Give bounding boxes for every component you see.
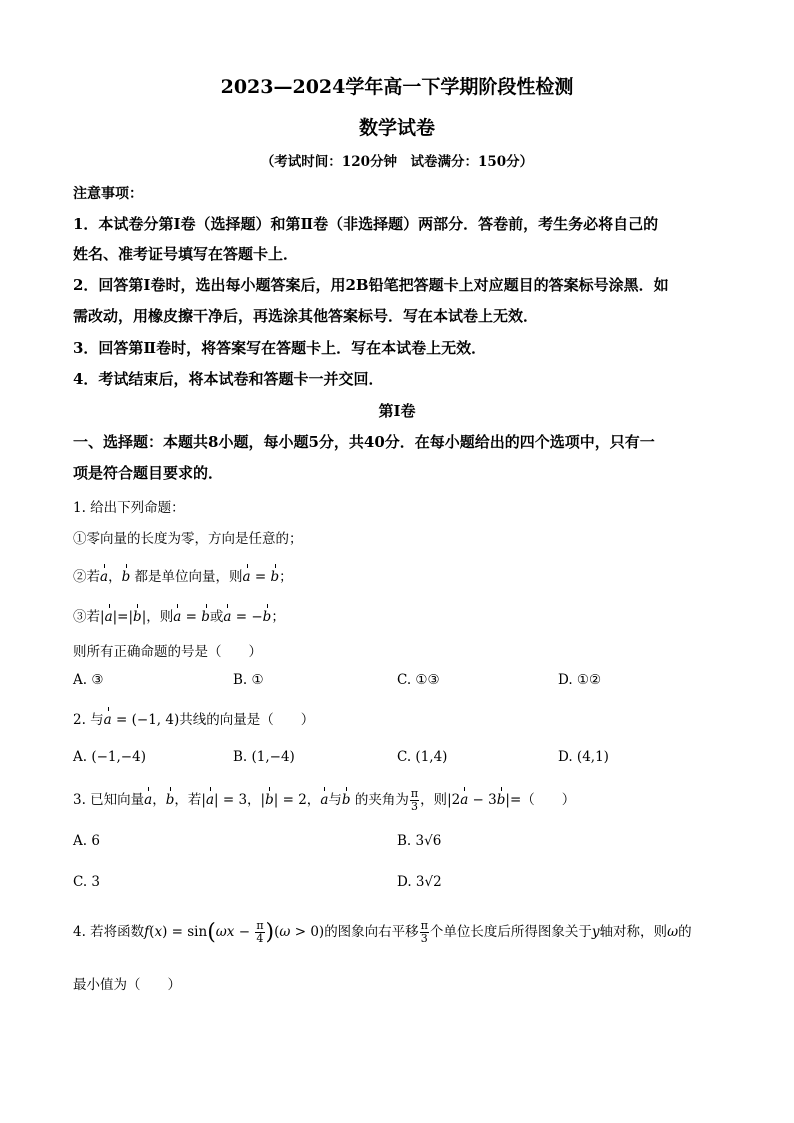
q3-option-a: A. 6: [73, 833, 100, 849]
q1-ask: 则所有正确命题的号是（ ）: [73, 644, 262, 660]
note-line: 需改动，用橡皮擦干净后，再选涂其他答案标号．写在本试卷上无效．: [73, 307, 539, 325]
note-line: 姓名、准考证号填写在答题卡上．: [73, 245, 299, 263]
q2-option-d: D. (4,1): [558, 749, 609, 765]
section-instructions: 项是符合题目要求的．: [73, 464, 224, 482]
notes-heading: 注意事项：: [73, 186, 143, 202]
q1-stem: 1. 给出下列命题：: [73, 500, 185, 516]
part-heading: 第Ⅰ卷: [378, 402, 416, 420]
q4-stem: 4. 若将函数f(x) = sin(ωx − $\frac{\pi}{4}$ )(ω > 0)的图象向右平移 $\frac{\pi}{3}$ 个单位长度后所得图象关于y轴对称，则ω的: [73, 919, 692, 945]
q1-proposition-1: ①零向量的长度为零，方向是任意的；: [73, 531, 303, 547]
q1-proposition-2: ②若a，b 都是单位向量，则a = b；: [73, 569, 293, 585]
q2-option-b: B. (1,−4): [233, 749, 295, 765]
q3-option-d: D. 3√2: [397, 874, 442, 890]
note-line: 2．回答第Ⅰ卷时，选出每小题答案后，用2B铅笔把答题卡上对应题目的答案标号涂黑．如: [73, 276, 669, 294]
q1-proposition-3: ③若|a|=|b|，则a = b或a = −b；: [73, 609, 285, 625]
section-instructions: 一、选择题：本题共8小题，每小题5分，共40分．在每小题给出的四个选项中，只有一: [73, 433, 655, 451]
q3-option-c: C. 3: [73, 874, 101, 890]
q1-option-a: A. ③: [73, 672, 104, 688]
q1-option-d: D. ①②: [558, 672, 602, 688]
q2-stem: 2. 与a = (−1, 4)共线的向量是（ ）: [73, 712, 315, 728]
note-line: 1．本试卷分第Ⅰ卷（选择题）和第Ⅱ卷（非选择题）两部分．答卷前，考生务必将自己的: [73, 215, 659, 233]
q2-option-a: A. (−1,−4): [73, 749, 146, 765]
q1-option-c: C. ①③: [397, 672, 440, 688]
q2-option-c: C. (1,4): [397, 749, 448, 765]
q3-option-b: B. 3√6: [397, 833, 442, 849]
q4-stem-line2: 最小值为（ ）: [73, 977, 181, 993]
note-line: 4．考试结束后，将本试卷和答题卡一并交回．: [73, 370, 384, 388]
note-line: 3．回答第Ⅱ卷时，将答案写在答题卡上．写在本试卷上无效．: [73, 339, 487, 357]
exam-title: 2023—2024学年高一下学期阶段性检测: [220, 76, 574, 98]
q1-option-b: B. ①: [233, 672, 264, 688]
q3-stem: 3. 已知向量a，b，若|a| = 3，|b| = 2，a与b 的夹角为 $\frac{\pi}{3}$ ，则|2a − 3b|=（ ）: [73, 787, 576, 813]
exam-subtitle: 数学试卷: [358, 117, 435, 139]
exam-info: （考试时间：120分钟 试卷满分：150分）: [260, 154, 534, 170]
